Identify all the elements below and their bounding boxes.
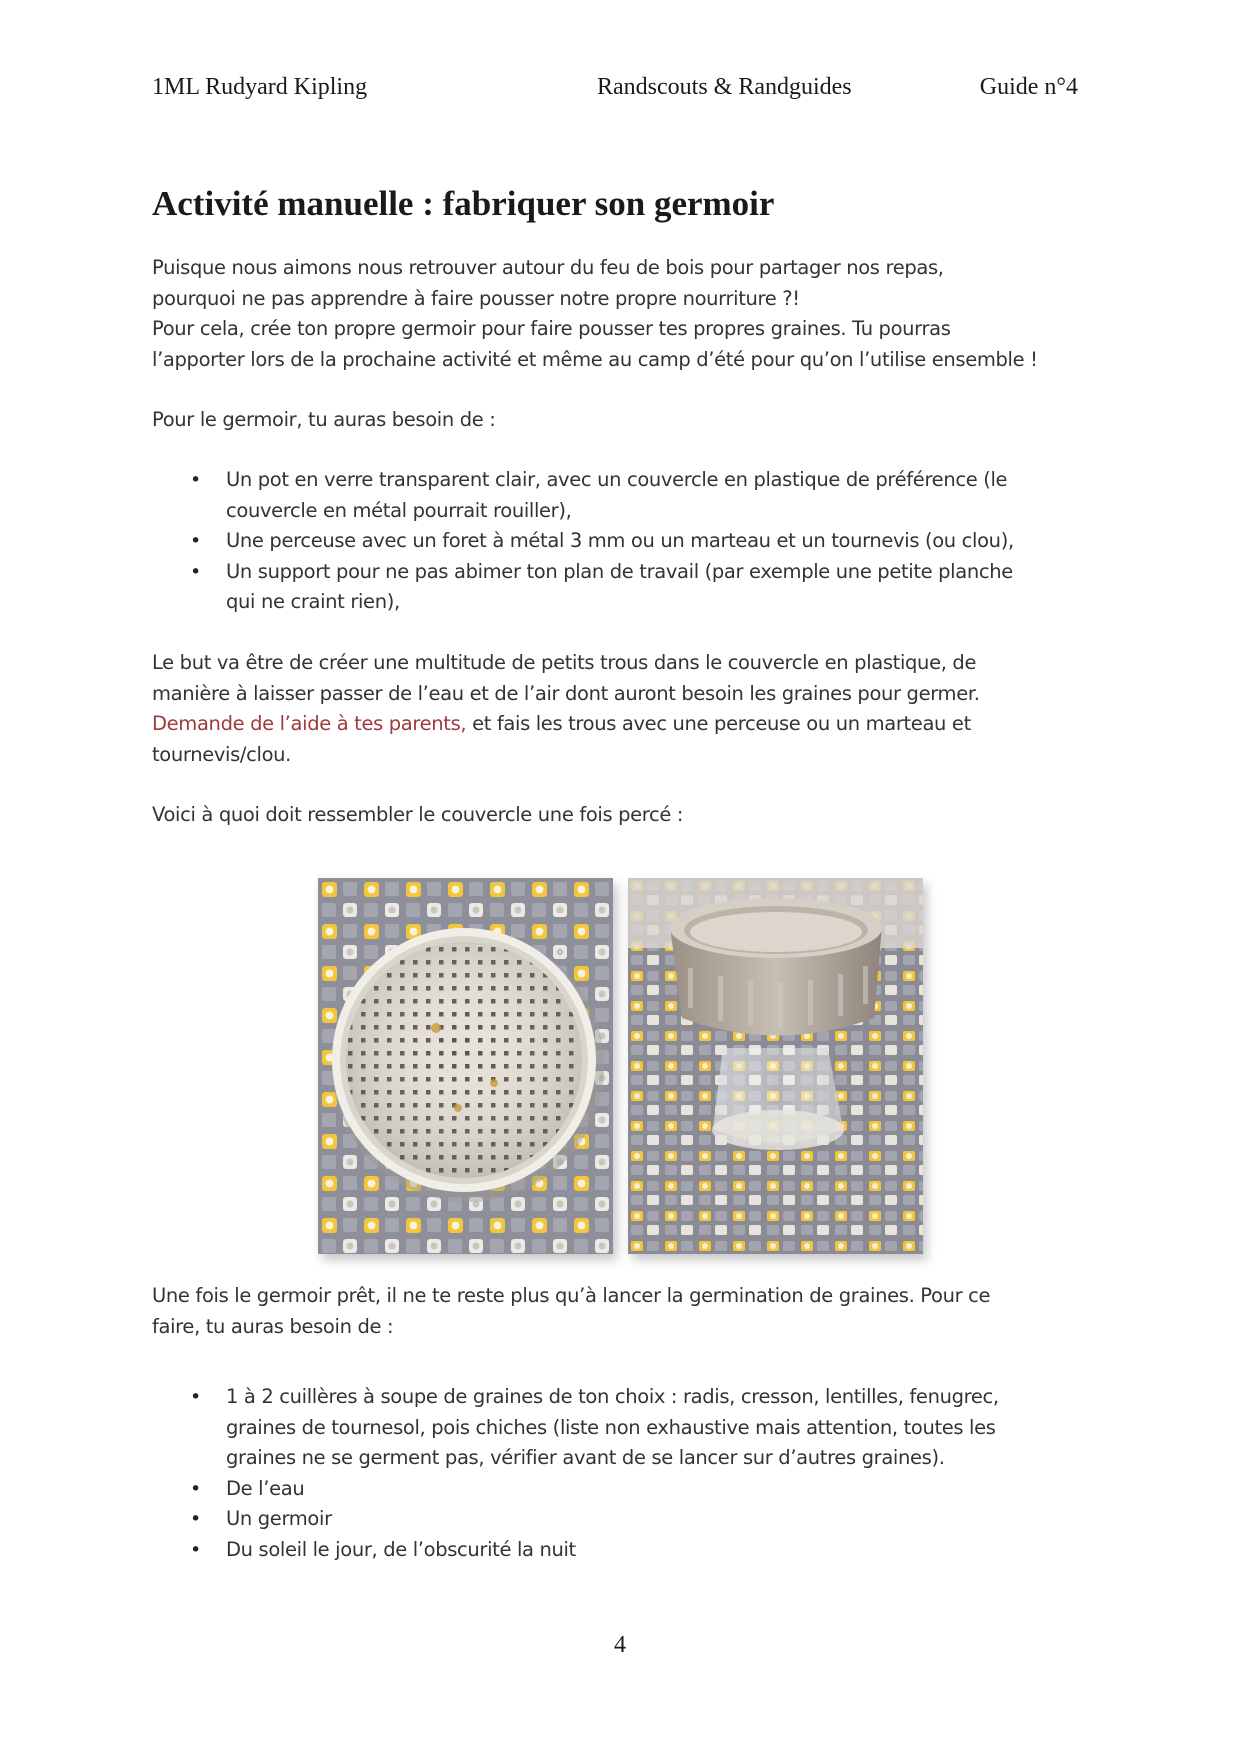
- list-item: [152, 1504, 1102, 1535]
- intro-line: Puisque nous aimons nous retrouver autour du feu de bois pour partager nos repas,: [152, 256, 944, 279]
- header-guide-number: Guide n°4: [979, 74, 1078, 100]
- list-item: [152, 1535, 1102, 1566]
- list-item: [152, 557, 1102, 618]
- goal-line: Le but va être de créer une multitude de petits trous dans le couvercle en plastique, de: [152, 651, 977, 674]
- bullet-icon: •: [190, 530, 201, 552]
- list-item-text: Un pot en verre transparent clair, avec un couvercle en plastique de préférence (le: [226, 468, 1008, 491]
- germination-line: Une fois le germoir prêt, il ne te reste plus qu’à lancer la germination de graines. Pour ce: [152, 1284, 991, 1307]
- list-item-text: 1 à 2 cuillères à soupe de graines de ton choix : radis, cresson, lentilles, fenugrec,: [226, 1385, 999, 1408]
- photo-intro-text: Voici à quoi doit ressembler le couvercle une fois percé :: [152, 803, 684, 826]
- header-group-name: 1ML Rudyard Kipling: [152, 74, 368, 100]
- bullet-icon: •: [190, 1538, 201, 1561]
- list-item-text: couvercle en métal pourrait rouiller),: [226, 498, 572, 522]
- materials-lead: [152, 405, 1102, 436]
- bullet-icon: •: [190, 469, 201, 491]
- germination-paragraph: [152, 1281, 1102, 1342]
- list-item: [152, 1382, 1102, 1474]
- list-item-text: Du soleil le jour, de l’obscurité la nuit: [226, 1537, 576, 1561]
- intro-paragraph: [152, 253, 1102, 375]
- bullet-icon: •: [190, 1386, 201, 1408]
- bullet-icon: •: [190, 560, 201, 583]
- germination-list: [152, 1382, 1102, 1565]
- list-item: [152, 526, 1102, 557]
- list-item-text: qui ne craint rien),: [226, 590, 400, 613]
- list-item: [152, 465, 1102, 526]
- bullet-icon: •: [190, 1508, 201, 1530]
- ask-parents-highlight: Demande de l’aide à tes parents,: [152, 712, 467, 735]
- goal-line: manière à laisser passer de l’eau et de l’air dont auront besoin les graines pour germer.: [152, 681, 980, 705]
- list-item-text: Un support pour ne pas abimer ton plan de travail (par exemple une petite planche: [226, 559, 1013, 583]
- intro-line: l’apporter lors de la prochaine activité et même au camp d’été pour qu’on l’utilise ensemble !: [152, 347, 1038, 371]
- list-item-text: graines de tournesol, pois chiches (liste non exhaustive mais attention, toutes les: [226, 1415, 996, 1439]
- bullet-icon: •: [190, 1477, 201, 1500]
- germination-line: faire, tu auras besoin de :: [152, 1314, 394, 1338]
- page-number: 4: [614, 1632, 626, 1658]
- intro-line: pourquoi ne pas apprendre à faire pousser notre propre nourriture ?!: [152, 286, 800, 310]
- photo-perforated-lid-top: [318, 878, 613, 1254]
- goal-line: [152, 709, 1102, 740]
- list-item-text: De l’eau: [226, 1476, 305, 1500]
- page-header: [152, 74, 1078, 110]
- list-item-text: Un germoir: [226, 1507, 332, 1530]
- goal-line: tournevis/clou.: [152, 742, 292, 766]
- header-unit-name: Randscouts & Randguides: [597, 74, 852, 100]
- page-title: Activité manuelle : fabriquer son germoir: [152, 184, 775, 223]
- lid-photos: [318, 878, 923, 1254]
- goal-line-rest: et fais les trous avec une perceuse ou un marteau et: [466, 712, 971, 735]
- intro-line: Pour cela, crée ton propre germoir pour faire pousser tes propres graines. Tu pourras: [152, 317, 951, 340]
- goal-paragraph: [152, 648, 1102, 770]
- materials-lead-text: Pour le germoir, tu auras besoin de :: [152, 408, 496, 431]
- list-item-text: Une perceuse avec un foret à métal 3 mm ou un marteau et un tournevis (ou clou),: [226, 529, 1014, 552]
- list-item: [152, 1474, 1102, 1505]
- list-item-text: graines ne se germent pas, vérifier avant de se lancer sur d’autres graines).: [226, 1446, 945, 1469]
- photo-jar-with-lid: [628, 878, 923, 1254]
- photo-intro: [152, 800, 1102, 831]
- materials-list: [152, 465, 1102, 618]
